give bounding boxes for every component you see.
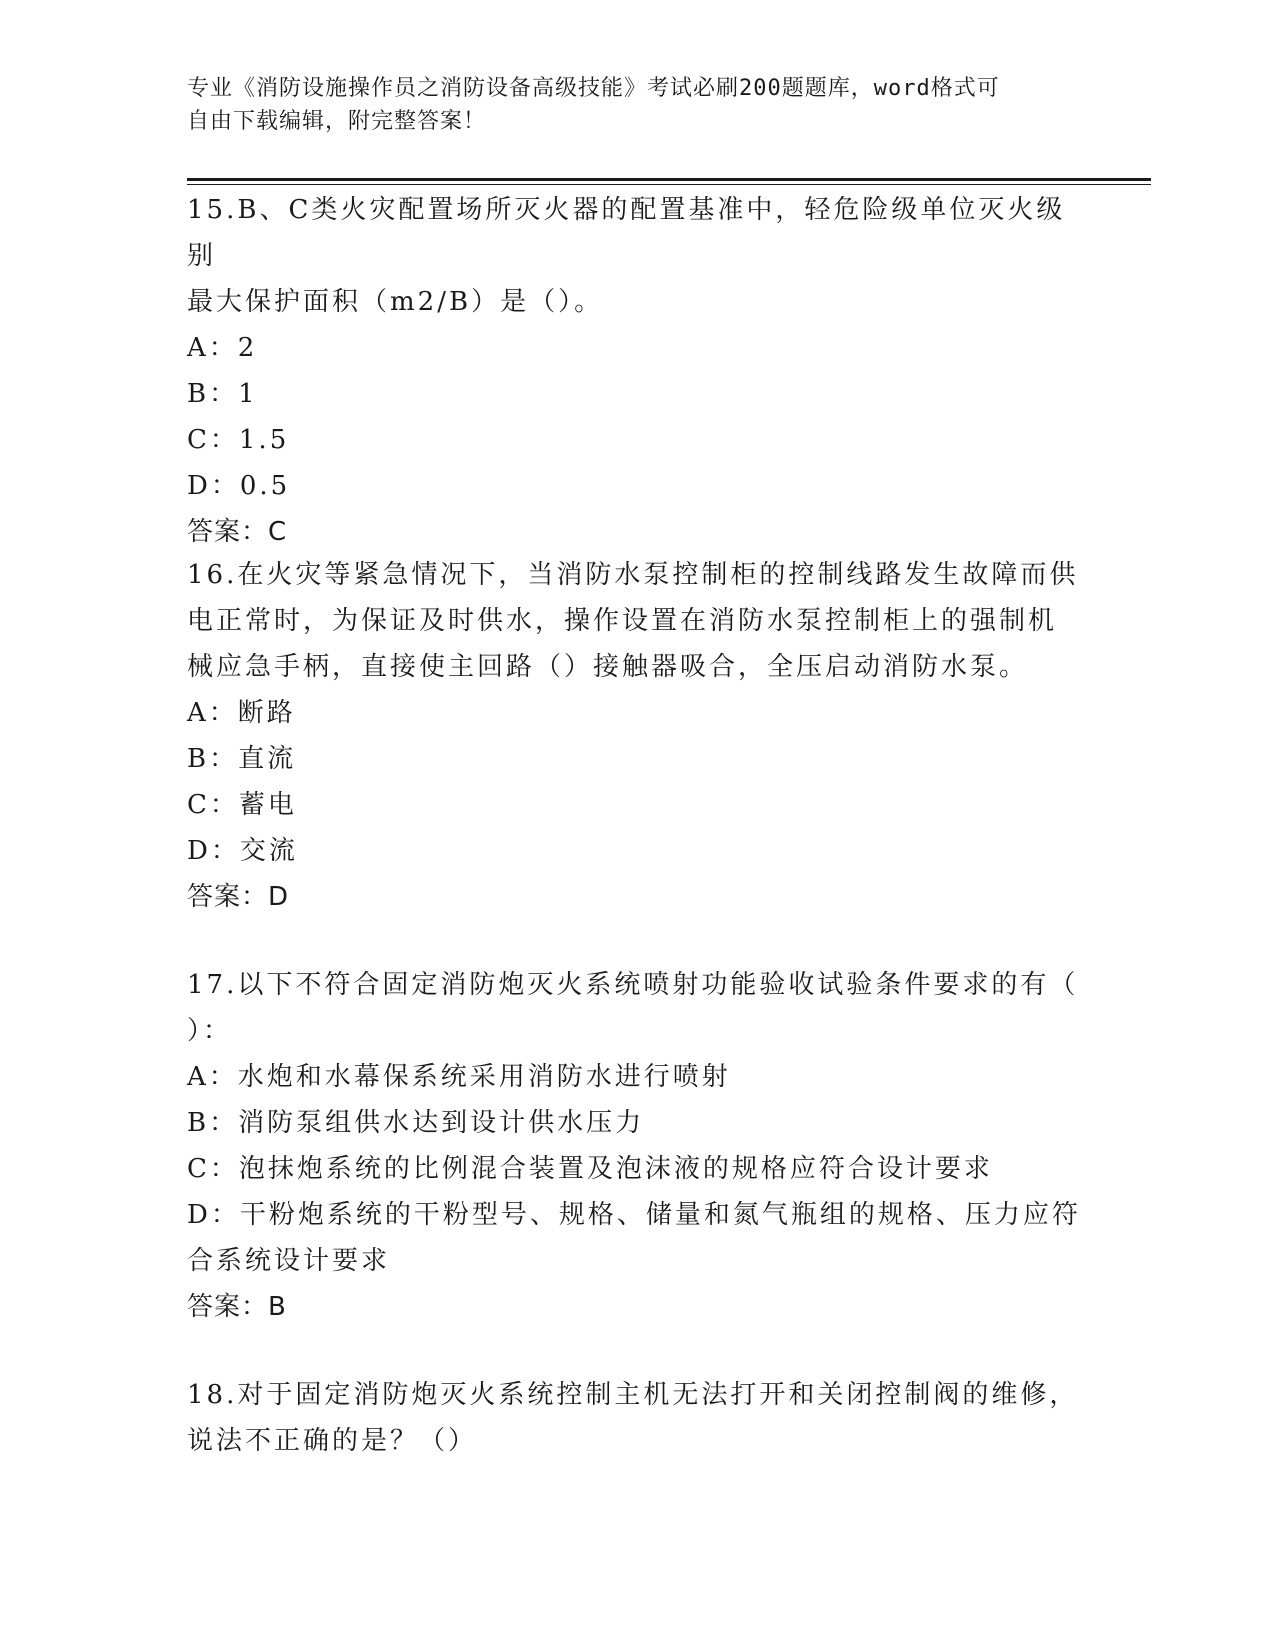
document-header bbox=[187, 72, 1067, 138]
option-d-continued: 合系统设计要求 bbox=[187, 1246, 391, 1276]
question-15 bbox=[187, 187, 1087, 555]
option-c: C：蓄电 bbox=[187, 790, 297, 820]
option-a: A：水炮和水幕保系统采用消防水进行喷射 bbox=[187, 1062, 731, 1092]
header-line-2: 自由下载编辑，附完整答案！ bbox=[187, 109, 487, 134]
option-d: D：交流 bbox=[187, 836, 298, 866]
question-stem-line: 最大保护面积（m2/B）是（）。 bbox=[187, 287, 604, 317]
question-stem-line: 17.以下不符合固定消防炮灭火系统喷射功能验收试验条件要求的有（ bbox=[187, 970, 1079, 1000]
question-stem-line: 18.对于固定消防炮灭火系统控制主机无法打开和关闭控制阀的维修， bbox=[187, 1380, 1079, 1410]
answer-value: D bbox=[268, 882, 290, 912]
option-b: B：直流 bbox=[187, 744, 297, 774]
question-stem-line: 械应急手柄，直接使主回路（）接触器吸合，全压启动消防水泵。 bbox=[187, 652, 1029, 682]
answer bbox=[187, 874, 1087, 920]
question-stem-line: 说法不正确的是？（） bbox=[187, 1426, 478, 1456]
header-line-1: 专业《消防设施操作员之消防设备高级技能》考试必刷200题题库，word格式可 bbox=[187, 76, 1000, 101]
option-c: C：1.5 bbox=[187, 425, 290, 455]
question-stem-line: 电正常时，为保证及时供水，操作设置在消防水泵控制柜上的强制机 bbox=[187, 606, 1058, 636]
option-c: C：泡抹炮系统的比例混合装置及泡沫液的规格应符合设计要求 bbox=[187, 1154, 993, 1184]
question-stem-line: 15.B、C类火灾配置场所灭火器的配置基准中，轻危险级单位灭火级别 bbox=[187, 195, 1066, 271]
option-b: B：1 bbox=[187, 379, 258, 409]
answer-label: 答案： bbox=[187, 882, 269, 912]
answer-label: 答案： bbox=[187, 1292, 269, 1322]
question-stem-line: 16.在火灾等紧急情况下，当消防水泵控制柜的控制线路发生故障而供 bbox=[187, 560, 1079, 590]
question-18 bbox=[187, 1372, 1087, 1464]
option-a: A：断路 bbox=[187, 698, 296, 728]
option-d: D：干粉炮系统的干粉型号、规格、储量和氮气瓶组的规格、压力应符 bbox=[187, 1200, 1081, 1230]
header-divider-thick bbox=[187, 178, 1151, 181]
question-17 bbox=[187, 962, 1087, 1330]
option-a: A：2 bbox=[187, 333, 258, 363]
answer-value: B bbox=[268, 1292, 287, 1322]
answer bbox=[187, 1284, 1087, 1330]
option-b: B：消防泵组供水达到设计供水压力 bbox=[187, 1108, 645, 1138]
answer bbox=[187, 509, 1087, 555]
answer-value: C bbox=[268, 517, 288, 547]
option-d: D：0.5 bbox=[187, 471, 291, 501]
answer-label: 答案： bbox=[187, 517, 269, 547]
question-16 bbox=[187, 552, 1087, 920]
question-stem-line: ）： bbox=[187, 1016, 233, 1046]
header-divider-thin bbox=[187, 184, 1151, 185]
